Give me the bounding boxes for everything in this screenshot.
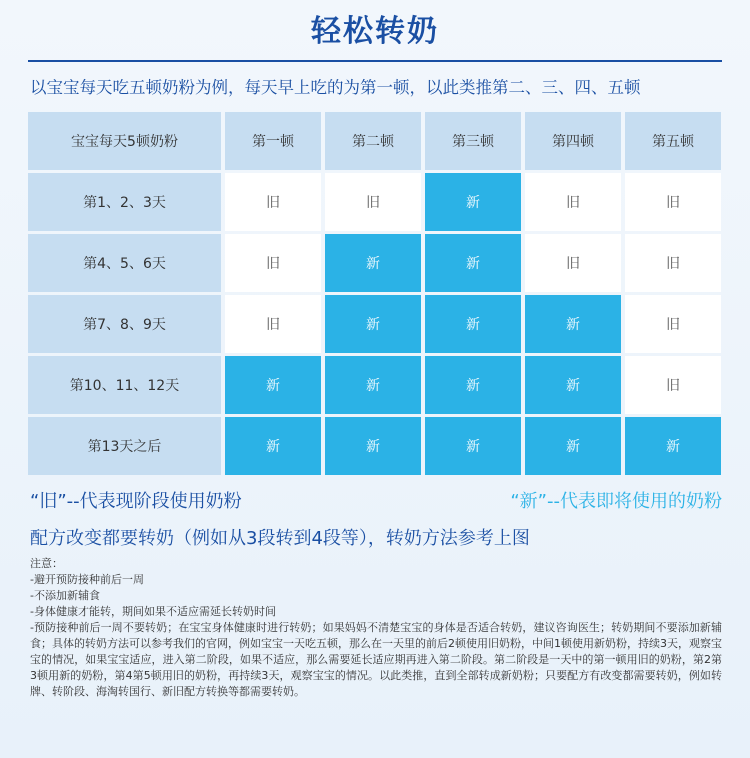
- old-formula-cell: 旧: [625, 295, 721, 353]
- notes-paragraph: -预防接种前后一周不要转奶；在宝宝身体健康时进行转奶；如果妈妈不清楚宝宝的身体是否适合转奶，建议咨询医生；转奶期间不要添加新辅食；具体的转奶方法可以参考我们的官网，例如宝宝一天吃五顿，那么在一天里的前后2顿使用旧奶粉，中间1顿使用新奶粉，持续3天，观察宝宝的情况，如果宝宝适应，进入第二阶段，如果不适应，那么需要延长适应期再进入第二阶段。第二阶段是一天中的第一顿用旧的奶粉，第2第3顿用新的奶粉，第4第5顿用旧的奶粉，再持续3天，观察宝宝的情况。以此类推，直到全部转成新奶粉；只要配方有改变都需要转奶，例如转牌、转阶段、海淘转国行、新旧配方转换等都需要转奶。: [30, 621, 722, 698]
- new-formula-cell: 新: [325, 356, 421, 414]
- notes-item: -身体健康才能转，期间如果不适应需延长转奶时间: [30, 605, 276, 618]
- new-formula-cell: 新: [425, 417, 521, 475]
- column-header-meal-5: 第五顿: [625, 112, 721, 170]
- old-formula-cell: 旧: [225, 295, 321, 353]
- notes-section: [30, 556, 722, 700]
- old-formula-cell: 旧: [525, 173, 621, 231]
- feeding-schedule-table: [28, 112, 721, 475]
- new-formula-cell: 新: [425, 173, 521, 231]
- new-formula-cell: 新: [525, 295, 621, 353]
- old-formula-cell: 旧: [225, 173, 321, 231]
- old-formula-cell: 旧: [625, 356, 721, 414]
- column-header-meal-1: 第一顿: [225, 112, 321, 170]
- old-formula-cell: 旧: [625, 173, 721, 231]
- new-formula-cell: 新: [625, 417, 721, 475]
- new-formula-cell: 新: [225, 417, 321, 475]
- notes-heading: 注意：: [30, 557, 63, 570]
- table-corner-header: 宝宝每天5顿奶粉: [28, 112, 221, 170]
- title-divider: [28, 60, 722, 62]
- legend-new-formula: “新”--代表即将使用的奶粉: [510, 491, 722, 512]
- row-header: 第1、2、3天: [28, 173, 221, 231]
- new-formula-cell: 新: [525, 356, 621, 414]
- formula-change-note: 配方改变都要转奶（例如从3段转到4段等），转奶方法参考上图: [30, 528, 530, 549]
- intro-text: 以宝宝每天吃五顿奶粉为例，每天早上吃的为第一顿，以此类推第二、三、四、五顿: [30, 78, 641, 97]
- column-header-meal-3: 第三顿: [425, 112, 521, 170]
- new-formula-cell: 新: [225, 356, 321, 414]
- row-header: 第13天之后: [28, 417, 221, 475]
- row-header: 第7、8、9天: [28, 295, 221, 353]
- new-formula-cell: 新: [325, 234, 421, 292]
- notes-item: -避开预防接种前后一周: [30, 573, 144, 586]
- new-formula-cell: 新: [525, 417, 621, 475]
- old-formula-cell: 旧: [325, 173, 421, 231]
- old-formula-cell: 旧: [625, 234, 721, 292]
- new-formula-cell: 新: [425, 356, 521, 414]
- old-formula-cell: 旧: [225, 234, 321, 292]
- column-header-meal-2: 第二顿: [325, 112, 421, 170]
- notes-item: -不添加新辅食: [30, 589, 100, 602]
- legend-old-formula: “旧”--代表现阶段使用奶粉: [30, 491, 242, 512]
- new-formula-cell: 新: [425, 234, 521, 292]
- new-formula-cell: 新: [325, 295, 421, 353]
- row-header: 第10、11、12天: [28, 356, 221, 414]
- row-header: 第4、5、6天: [28, 234, 221, 292]
- old-formula-cell: 旧: [525, 234, 621, 292]
- new-formula-cell: 新: [325, 417, 421, 475]
- column-header-meal-4: 第四顿: [525, 112, 621, 170]
- new-formula-cell: 新: [425, 295, 521, 353]
- page-title: 轻松转奶: [311, 14, 439, 49]
